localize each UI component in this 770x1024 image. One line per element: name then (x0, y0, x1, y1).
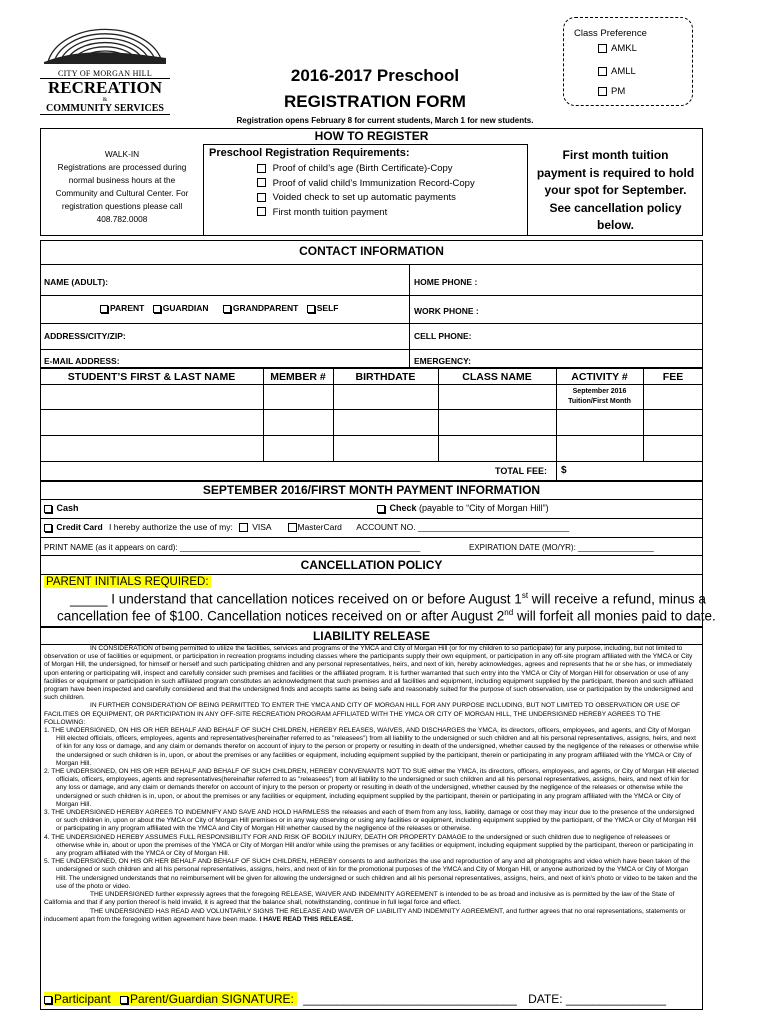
home-phone-field[interactable]: HOME PHONE : (414, 277, 478, 287)
walkin-line2: normal business hours at the (68, 175, 176, 185)
total-fee-label: TOTAL FEE: (495, 466, 548, 476)
class-preference-box (563, 17, 693, 106)
credit-card-checkbox[interactable] (44, 524, 52, 532)
account-number-field[interactable]: ACCOUNT NO. ________________________________ (356, 522, 570, 532)
liability-item-5: 5. THE UNDERSIGNED, ON HIS OR HER BEHALF AND BEHALF OF SUCH CHILDREN, HEREBY consents to and authorizes the use and reproduction of any and all photographs and video which have been taken of the undersigned or such children and all his personal representatives, assigns, heirs, and next of kin for the promotional purposes of the YMCA and City of Morgan Hill, or anyone authorized by the YMCA or City of Morgan Hill. The undersigned understands that no reimbursement will be given for allowing the undersigned or such children and all his personal representatives, assigns, heirs, and next of kin’s photo or video to be taken and the use of the photo or video. (44, 858, 698, 890)
contact-title: CONTACT INFORMATION (299, 244, 444, 258)
tuition-note-line: payment is required to hold (536, 165, 695, 180)
logo-line4: COMMUNITY SERVICES (40, 103, 170, 115)
mastercard-checkbox[interactable] (288, 523, 297, 532)
requirement-label: Proof of child’s age (Birth Certificate)-Copy (272, 163, 453, 174)
parent-label: PARENT (110, 303, 145, 313)
logo-line1: CITY OF MORGAN HILL (57, 69, 153, 78)
how-to-register-title: HOW TO REGISTER (314, 129, 429, 143)
requirements-title: Preschool Registration Requirements: (209, 147, 410, 159)
activity-note-line1: September 2016 (572, 388, 627, 395)
class-option-amll[interactable] (598, 66, 636, 77)
tuition-note-line: your spot for September. (544, 183, 687, 197)
cancel-line2-text-end: will forfeit all monies paid to date. (513, 608, 716, 624)
cancel-line1-text: _____ I understand that cancellation notices received on or before August 1 (70, 591, 522, 607)
tuition-note-line: below. (597, 218, 634, 232)
check-note: (payable to “City of Morgan Hill”) (419, 503, 549, 513)
grandparent-checkbox[interactable] (223, 305, 231, 313)
requirement-checkbox[interactable] (257, 178, 266, 187)
requirement-label: Voided check to set up automatic payments (272, 192, 456, 203)
check-checkbox[interactable] (377, 505, 385, 513)
visa-checkbox[interactable] (239, 523, 248, 532)
requirement-item[interactable] (257, 206, 475, 221)
liability-item-3: 3. THE UNDERSIGNED HEREBY AGREES TO INDEMNIFY AND SAVE AND HOLD HARMLESS the releases and each of them from any loss, liability, damage or cost they may incur due to the presence of the undersigned or such children in, upon or about the YMCA or City of Morgan Hill premises or in any way observing or using any facilities or equipment, including equipment supplied by the participant, of the YMCA or City of Morgan Hill or participating in any program affiliated with the YMCA and City of Morgan Hill whether caused by the negligence of the releases or otherwise. (44, 809, 697, 833)
activity-note (556, 387, 643, 407)
signature-row (44, 992, 666, 1006)
requirement-item[interactable] (257, 177, 475, 192)
participant-checkbox[interactable] (44, 996, 52, 1004)
header-fee: FEE (662, 371, 684, 383)
visa-option[interactable] (239, 522, 271, 532)
requirements-list (257, 162, 475, 220)
header-student-name: STUDENT’S FIRST & LAST NAME (67, 371, 236, 383)
logo-line2: RECREATION (40, 78, 170, 97)
logo-line3: & (102, 97, 108, 103)
payment-title: SEPTEMBER 2016/FIRST MONTH PAYMENT INFORMATION (202, 483, 541, 497)
tuition-note (528, 147, 703, 235)
form-title-line2: REGISTRATION FORM (284, 92, 466, 111)
tuition-note-line: First month tuition (562, 148, 669, 162)
requirement-checkbox[interactable] (257, 164, 266, 173)
requirement-item[interactable] (257, 191, 475, 206)
address-field[interactable]: ADDRESS/CITY/ZIP: (44, 331, 126, 341)
requirement-checkbox[interactable] (257, 193, 266, 202)
class-preference-title: Class Preference (574, 28, 647, 39)
cash-option[interactable] (44, 503, 79, 513)
liability-paragraph-4 (44, 908, 699, 924)
liability-paragraph-3: THE UNDERSIGNED further expressly agrees that the foregoing RELEASE, WAIVER AND INDEMNITY AGREEMENT is intended to be as broad and inclusive as is permitted by the law of the State of California and that if any portion thereof is held invalid, it is agreed that the balance shall, notwithstanding, continue in full legal force and effect. (44, 891, 675, 907)
participant-label: Participant (54, 992, 111, 1006)
cancel-line2-text: cancellation fee of $100. Cancellation notices received on or after August 2 (57, 608, 505, 624)
liability-item-4: 4. THE UNDERSIGNED HEREBY ASSUMES FULL RESPONSIBILITY FOR AND RISK OF BODILY INJURY, DEATH OR PROPERTY DAMAGE to the undersigned or such children due to negligence of releasees or otherwise while in, about or upon the premises of the YMCA or City of Morgan Hill and/or while using the premises or any facilities or equipment, including equipment supplied by the participant, thereon or participating in any program affiliated with the YMCA or City of Morgan Hill. (44, 833, 694, 858)
check-label: Check (389, 503, 417, 513)
liability-title: LIABILITY RELEASE (312, 629, 431, 643)
requirement-label: First month tuition payment (272, 206, 388, 218)
guardian-checkbox[interactable] (153, 305, 161, 313)
name-adult-field[interactable]: NAME (ADULT): (44, 277, 109, 287)
form-title-line1: 2016-2017 Preschool (290, 66, 460, 85)
cancel-line2-sup: nd (504, 608, 514, 617)
parent-initials-required: PARENT INITIALS REQUIRED: (46, 576, 209, 588)
check-option[interactable] (377, 503, 549, 513)
grandparent-label: GRANDPARENT (232, 303, 299, 313)
credit-card-label: Credit Card (56, 522, 103, 532)
requirement-label: Proof of valid child’s Immunization Record-Copy (272, 177, 475, 189)
guardian-signature-checkbox[interactable] (120, 996, 128, 1004)
grandparent-option[interactable] (223, 303, 298, 313)
hills-logo-icon (40, 14, 170, 64)
signature-line[interactable]: ________________________________ (303, 992, 517, 1006)
self-label: SELF (316, 303, 339, 313)
walkin-line3: Community and Cultural Center. For (55, 188, 189, 198)
header-class-name: CLASS NAME (462, 371, 532, 383)
walkin-phone: 408.782.0008 (96, 214, 148, 224)
guardian-label: GUARDIAN (162, 303, 209, 313)
liability-item-2: 2. THE UNDERSIGNED, ON HIS OR HER BEHALF AND BEHALF OF SUCH CHILDREN, HEREBY CONVENANTS NOT TO SUE either the YMCA, its directors, officers, employees, and agents, or City of Morgan Hill elected officials, officers, employees, agents and representatives(hereinafter referred to as "releasees") from all liability to the undersigned or such children and all his personal representatives, assigns, heirs, and next of kin for any loss or damage, and any claim or demands therefor on account of injury to the person or property or resulting in death of the undersigned, whether caused by the negligence of the releases or otherwise while the undersigned or such children is in, upon, or about the premises or any facilities or equipment, including equipment supplied by the participant, therein or participating in any program affiliated with the YMCA or City of Morgan Hill. (44, 768, 699, 808)
pm-label: PM (611, 86, 626, 97)
expiration-field[interactable]: EXPIRATION DATE (MO/YR): _________________ (469, 543, 654, 552)
walkin-title: WALK-IN (104, 149, 140, 159)
walkin-info (42, 148, 202, 226)
amkl-label: AMKL (611, 43, 637, 54)
cash-label: Cash (56, 503, 79, 513)
liability-item-1: 1. THE UNDERSIGNED, ON HIS OR HER BEHALF AND BEHALF OF SUCH CHILDREN, HEREBY RELEASES, WAIVES, AND DISCHARGES the YMCA, its directors, officers, employees, and agents, and City of Morgan Hill elected officials, officers, employees, agents and representatives(hereinafter referred to as "releasees") from all liability to the undersigned or such children and all his personal representatives, assigns, heirs, and next of kin for any loss or damage, and any claim or demands therefor on account of injury to the person or property or resulting in death of the undersigned, whether caused by the negligence of the releases or otherwise while the undersigned or such children is in, upon, or about the premises or any facilities or equipment, including equipment supplied by the participant, therein or participating in any program affiliated with the YMCA or City of Morgan Hill. (44, 727, 699, 767)
liability-p4-text: THE UNDERSIGNED HAS READ AND VOLUNTARILY SIGNS THE RELEASE AND WAIVER OF LIABILITY AND INDEMNITY AGREEMENT, and further agrees that no oral representations, statements or inducement apart from the foregoing written agreement have been made. (44, 907, 686, 923)
cancellation-statement-line2 (57, 608, 716, 624)
header-birthdate: BIRTHDATE (355, 371, 416, 383)
requirement-item[interactable] (257, 162, 475, 177)
cancellation-title: CANCELLATION POLICY (300, 558, 443, 572)
activity-note-line2: Tuition/First Month (568, 398, 631, 405)
city-logo (40, 14, 170, 114)
total-fee-currency[interactable]: $ (561, 465, 567, 476)
authorize-text: I hereby authorize the use of my: (109, 522, 233, 532)
amll-checkbox[interactable] (598, 67, 607, 76)
guardian-signature-label: Parent/Guardian SIGNATURE: (130, 992, 294, 1006)
date-line[interactable]: _______________ (565, 992, 667, 1006)
walkin-line4: registration questions please call (61, 201, 183, 211)
header-activity: ACTIVITY # (571, 371, 628, 383)
self-checkbox[interactable] (307, 305, 315, 313)
header-member: MEMBER # (270, 371, 326, 383)
parent-checkbox[interactable] (100, 305, 108, 313)
participant-option[interactable] (44, 992, 111, 1006)
walkin-line1: Registrations are processed during (57, 162, 187, 172)
print-name-field[interactable]: PRINT NAME (as it appears on card): ______________________________________________________ (44, 543, 421, 552)
cancel-line1-sup: st (521, 591, 529, 600)
email-field[interactable]: E-MAIL ADDRESS: (44, 356, 120, 366)
emergency-field[interactable]: EMERGENCY: (414, 356, 471, 366)
mastercard-label: MasterCard (297, 522, 342, 532)
cash-checkbox[interactable] (44, 505, 52, 513)
cancel-line1-text-end: will receive a refund, minus a (528, 591, 706, 607)
signature-highlight (44, 992, 297, 1006)
liability-paragraph-1: IN CONSIDERATION of being permitted to utilize the facilities, services and programs of the YMCA and City of Morgan Hill (or for my children to so participate) for any purpose, including, but not limited to observation or use of facilities or equipment, or participation in recreation programs including classes where the participants supply their own equipment, or participation in any off-site program affiliated with the YMCA or City of Morgan Hill, the undersigned, for himself or herself and such participating children and any personal representatives, heirs, and next of kin, hereby acknowledges, agrees and represents that he or she has, or immediately upon entering or participating will, inspect and carefully consider such premises and facilities or the affiliated program. It is further warranted that such entry into the YMCA or City of Morgan Hill for observation or use of any facilities or equipment or participation in such affiliated program constitutes an acknowledgment that such premises and all facilities and equipment, including equipment supplied by the participant, thereon and such affiliated program have been inspected and carefully considered and that the undersigned finds and accepts same as being safe and reasonably suited for the purpose of such observation, use or participation by the undersigned and such children. (44, 645, 694, 702)
amll-label: AMLL (611, 66, 636, 77)
credit-card-option[interactable] (44, 522, 103, 532)
registration-notice: Registration opens February 8 for current students, March 1 for new students. (236, 116, 534, 125)
guardian-signature-option[interactable] (120, 992, 294, 1006)
date-label: DATE: (528, 992, 563, 1006)
work-phone-field[interactable]: WORK PHONE : (414, 306, 479, 316)
self-option[interactable] (307, 303, 339, 313)
liability-paragraph-2: IN FURTHER CONSIDERATION OF BEING PERMITTED TO ENTER THE YMCA AND CITY OF MORGAN HILL FOR ANY PURPOSE INCLUDING, BUT NOT LIMITED TO OBSERVATION OR USE OF FACILITIES OR EQUIPMENT, OR PARTICIPATION IN ANY OFF-SITE RECREATION PROGRAM AFFILIATED WITH THE YMCA OR CITY OF MORGAN HILL, THE UNDERSIGNED HEREBY AGREES TO THE FOLLOWING: (44, 702, 680, 726)
tuition-note-line: See cancellation policy (549, 200, 682, 215)
pm-checkbox[interactable] (598, 87, 607, 96)
mastercard-option[interactable] (288, 522, 342, 532)
cell-phone-field[interactable]: CELL PHONE: (414, 331, 472, 341)
credit-card-row (44, 522, 569, 532)
cancellation-statement-line1 (70, 591, 706, 607)
guardian-option[interactable] (153, 303, 209, 313)
liability-p4-bold: I HAVE READ THIS RELEASE. (259, 915, 354, 923)
amkl-checkbox[interactable] (598, 44, 607, 53)
visa-label: VISA (252, 522, 272, 532)
requirement-checkbox[interactable] (257, 207, 266, 216)
relation-options (100, 303, 338, 313)
liability-text (44, 645, 699, 924)
class-option-pm[interactable] (598, 86, 625, 97)
parent-option[interactable] (100, 303, 144, 313)
class-option-amkl[interactable] (598, 43, 637, 54)
